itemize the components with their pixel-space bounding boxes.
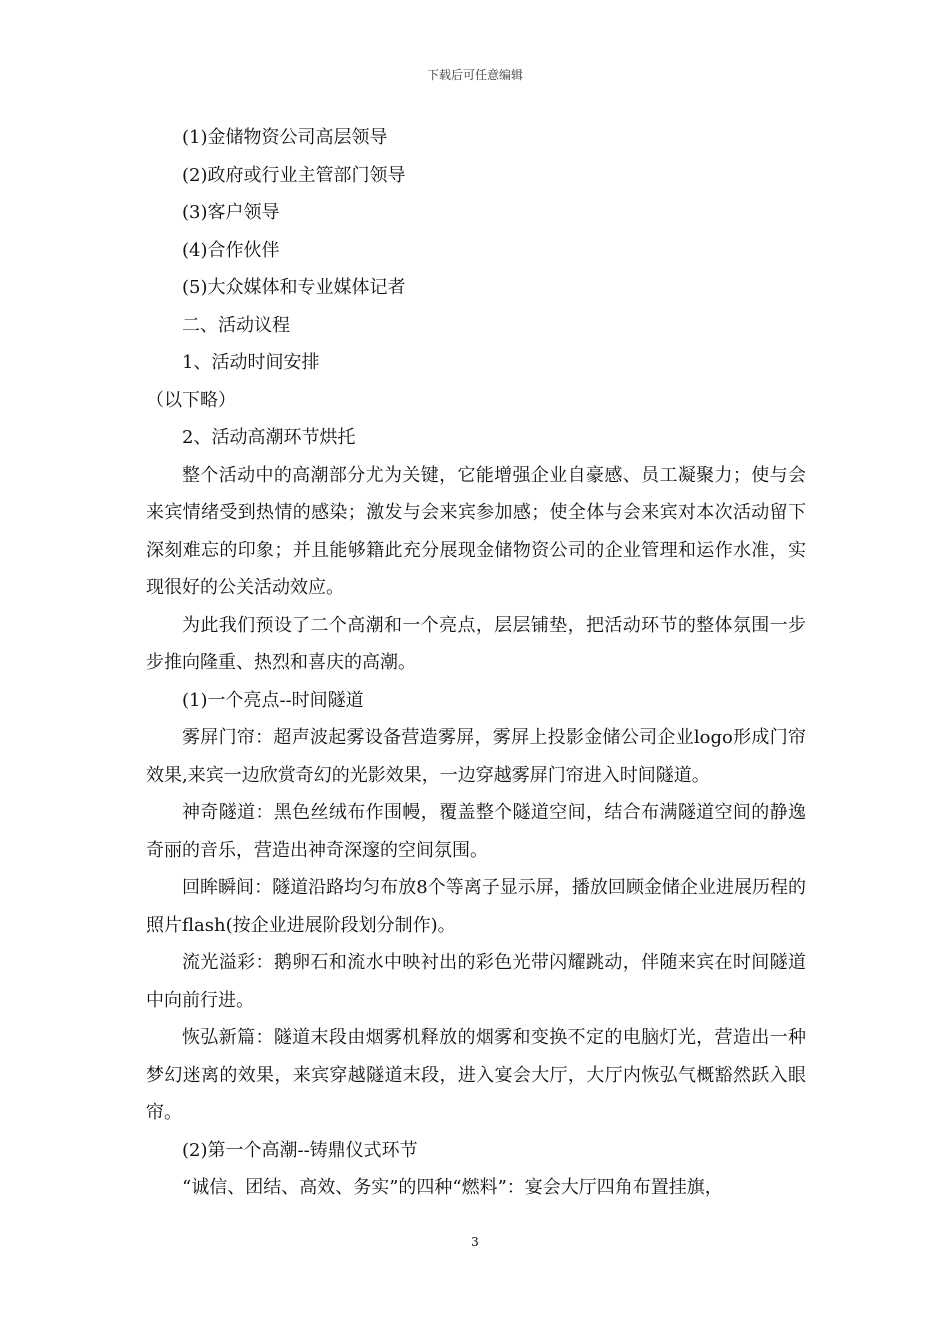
subheading-schedule: 1、活动时间安排 (182, 352, 320, 373)
body-paragraph-flowing-light: 流光溢彩：鹅卵石和流水中映衬出的彩色光带闪耀跳动，伴随来宾在时间隧道中向前行进。 (146, 952, 806, 1011)
list-item-attendee-3: (3)客户领导 (182, 202, 280, 223)
list-item-attendee-5: (5)大众媒体和专业媒体记者 (182, 277, 406, 298)
page-header: 下载后可任意编辑 (426, 68, 523, 82)
subheading-highlight-tunnel: (1)一个亮点--时间隧道 (182, 689, 364, 711)
omitted-note: （以下略） (146, 389, 236, 411)
page-number: 3 (471, 1235, 479, 1249)
body-paragraph-preset: 为此我们预设了二个高潮和一个亮点，层层铺垫，把活动环节的整体氛围一步步推向隆重、热烈和喜庆的高潮。 (146, 614, 806, 673)
body-paragraph-flashback: 回眸瞬间：隧道沿路均匀布放8个等离子显示屏，播放回顾金储企业进展历程的照片flash(按企业进展阶段划分制作)。 (146, 877, 806, 936)
body-paragraph-new-chapter: 恢弘新篇：隧道末段由烟雾机释放的烟雾和变换不定的电脑灯光，营造出一种梦幻迷离的效果，来宾穿越隧道末段，进入宴会大厅，大厅内恢弘气概豁然跃入眼帘。 (146, 1027, 806, 1123)
list-item-attendee-4: (4)合作伙伴 (182, 239, 280, 261)
body-paragraph-magic-tunnel: 神奇隧道：黑色丝绒布作围幔，覆盖整个隧道空间，结合布满隧道空间的静逸奇丽的音乐，营造出神奇深邃的空间氛围。 (146, 802, 806, 861)
section-heading-agenda: 二、活动议程 (182, 314, 290, 336)
subheading-climax: 2、活动高潮环节烘托 (182, 427, 356, 448)
subheading-first-climax: (2)第一个高潮--铸鼎仪式环节 (182, 1139, 418, 1161)
document-body (146, 119, 806, 1207)
body-paragraph-four-fuels: “诚信、团结、高效、务实”的四种“燃料”：宴会大厅四角布置挂旗， (182, 1177, 723, 1198)
body-paragraph-climax-intro: 整个活动中的高潮部分尤为关键，它能增强企业自豪感、员工凝聚力；使与会来宾情绪受到热情的感染；激发与会来宾参加感；使全体与会来宾对本次活动留下深刻难忘的印象；并且能够籍此充分展现金储物资公司的企业管理和运作水准，实现很好的公关活动效应。 (146, 464, 806, 598)
list-item-attendee-2: (2)政府或行业主管部门领导 (182, 164, 406, 186)
body-paragraph-fog-curtain: 雾屏门帘：超声波起雾设备营造雾屏，雾屏上投影金储公司企业logo形成门帘效果,来宾一边欣赏奇幻的光影效果，一边穿越雾屏门帘进入时间隧道。 (146, 727, 806, 786)
list-item-attendee-1: (1)金储物资公司高层领导 (182, 127, 388, 148)
